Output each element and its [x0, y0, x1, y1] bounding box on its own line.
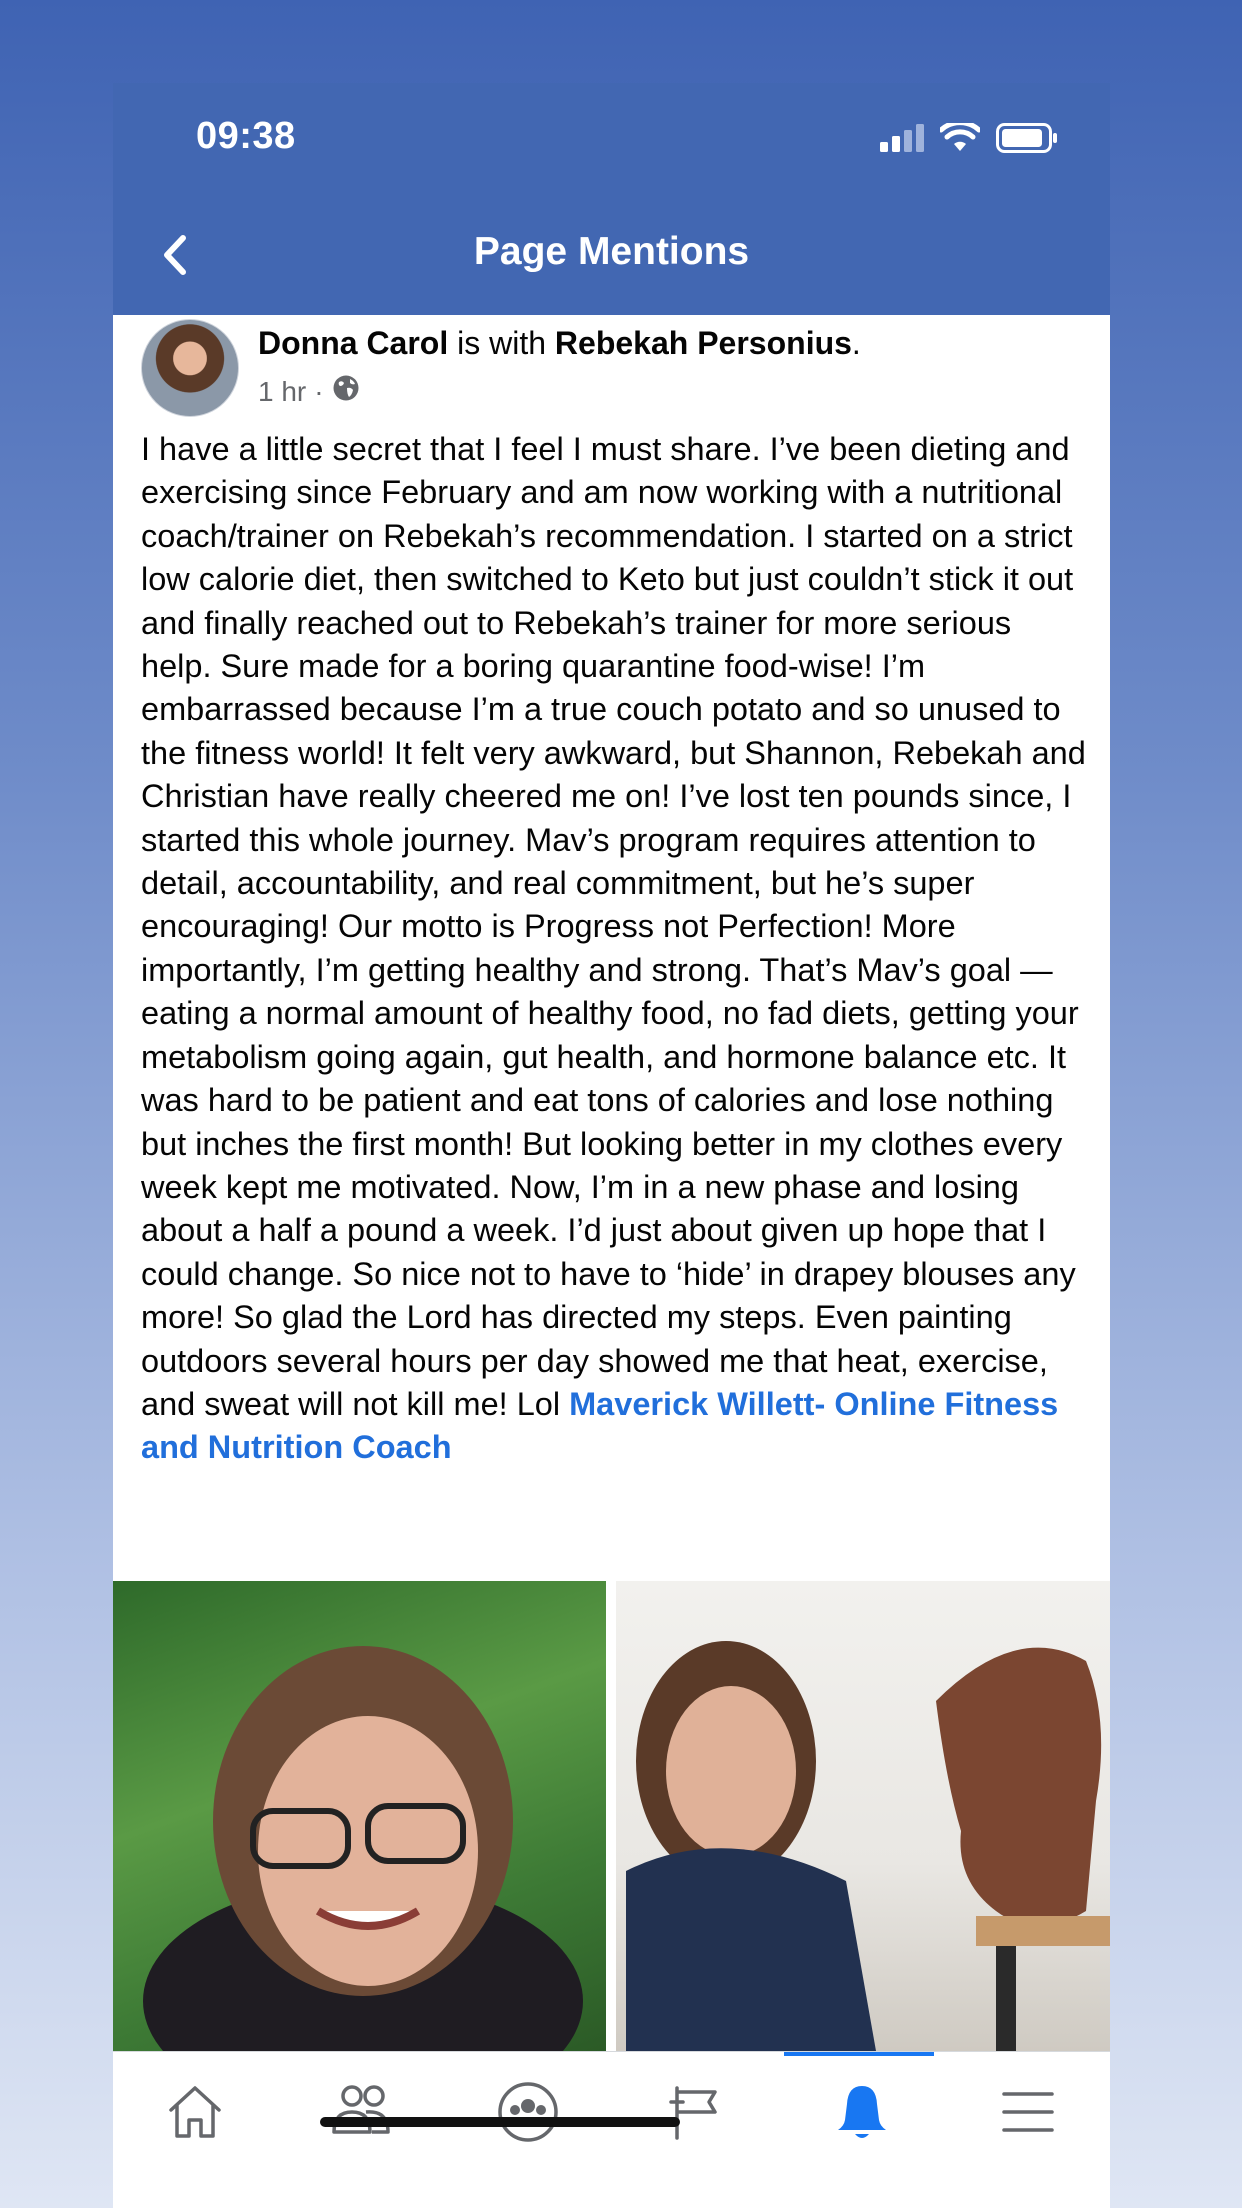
post-header [141, 319, 1081, 419]
end-punctuation: . [851, 325, 861, 361]
post-photo-selfie[interactable] [113, 1581, 606, 2051]
meta-separator: · [314, 375, 324, 407]
home-icon [163, 2080, 227, 2144]
pages-flag-icon [663, 2080, 727, 2144]
post-body [141, 428, 1086, 1470]
post-author-line [258, 325, 861, 362]
post-body-text: I have a little secret that I feel I must share. I’ve been dieting and exercising since February and am now working with a nutritional coach/trainer on Rebekah’s recommendation. I started on a strict low calorie diet, then switched to Keto but just couldn’t stick it out and finally reached out to Rebekah’s trainer for more serious help. Sure made for a boring quarantine food-wise! I’m embarrassed because I’m a true couch potato and so unused to the fitness world! It felt very awkward, but Shannon, Rebekah and Christian have really cheered me on! I’ve lost ten pounds since, I started this whole journey. Mav’s program requires attention to detail, accountability, and real commitment, but he’s super encouraging! Our motto is Progress not Perfection! More importantly, I’m getting healthy and strong. That’s Mav’s goal —eating a normal amount of healthy food, no fad diets, getting your metabolism going again, gut health, and hormone balance etc. It was hard to be patient and eat tons of calories and lose nothing but inches the first month! But looking better in my clothes every week kept me motivated. Now, I’m in a new phase and losing about a half a pound a week. I’d just about given up hope that I could change. So nice not to have to ‘hide’ in drapey blouses any more! So glad the Lord has directed my steps. Even painting outdoors several hours per day showed me that heat, exercise, and sweat will not kill me! Lol [141, 431, 1086, 1422]
tab-menu[interactable] [983, 2072, 1073, 2152]
tab-friends[interactable] [316, 2072, 406, 2152]
nav-bar [113, 198, 1110, 315]
status-time: 09:38 [196, 115, 296, 157]
battery-icon [996, 123, 1058, 158]
selfie-illustration [113, 1581, 606, 2051]
groups-icon [496, 2080, 560, 2144]
status-icons [880, 123, 1058, 158]
active-tab-indicator [784, 2052, 934, 2056]
wifi-icon [940, 123, 980, 158]
sculpting-illustration [616, 1581, 1110, 2051]
avatar[interactable] [141, 319, 239, 417]
tab-notifications[interactable] [817, 2072, 907, 2152]
notifications-bell-icon [830, 2080, 894, 2144]
status-bar [113, 83, 1110, 198]
friends-icon [326, 2080, 396, 2144]
mention-link[interactable]: Maverick Willett- Online Fitness and Nutrition Coach [141, 1385, 1059, 1466]
home-indicator[interactable] [320, 2117, 680, 2127]
bottom-tab-bar [113, 2051, 1110, 2208]
tagged-name[interactable]: Rebekah Personius [554, 325, 852, 361]
with-connector: is with [448, 325, 555, 361]
author-name[interactable]: Donna Carol [258, 325, 449, 361]
globe-icon [332, 374, 360, 409]
tab-groups[interactable] [483, 2072, 573, 2152]
post-photo-sculpting[interactable] [616, 1581, 1110, 2051]
tab-pages[interactable] [650, 2072, 740, 2152]
signal-icon [880, 124, 924, 157]
menu-icon [996, 2080, 1060, 2144]
page-title: Page Mentions [473, 230, 750, 273]
post-time[interactable]: 1 hr [258, 375, 307, 407]
tab-home[interactable] [150, 2072, 240, 2152]
app-screen [113, 83, 1110, 2208]
post-meta [258, 374, 360, 409]
